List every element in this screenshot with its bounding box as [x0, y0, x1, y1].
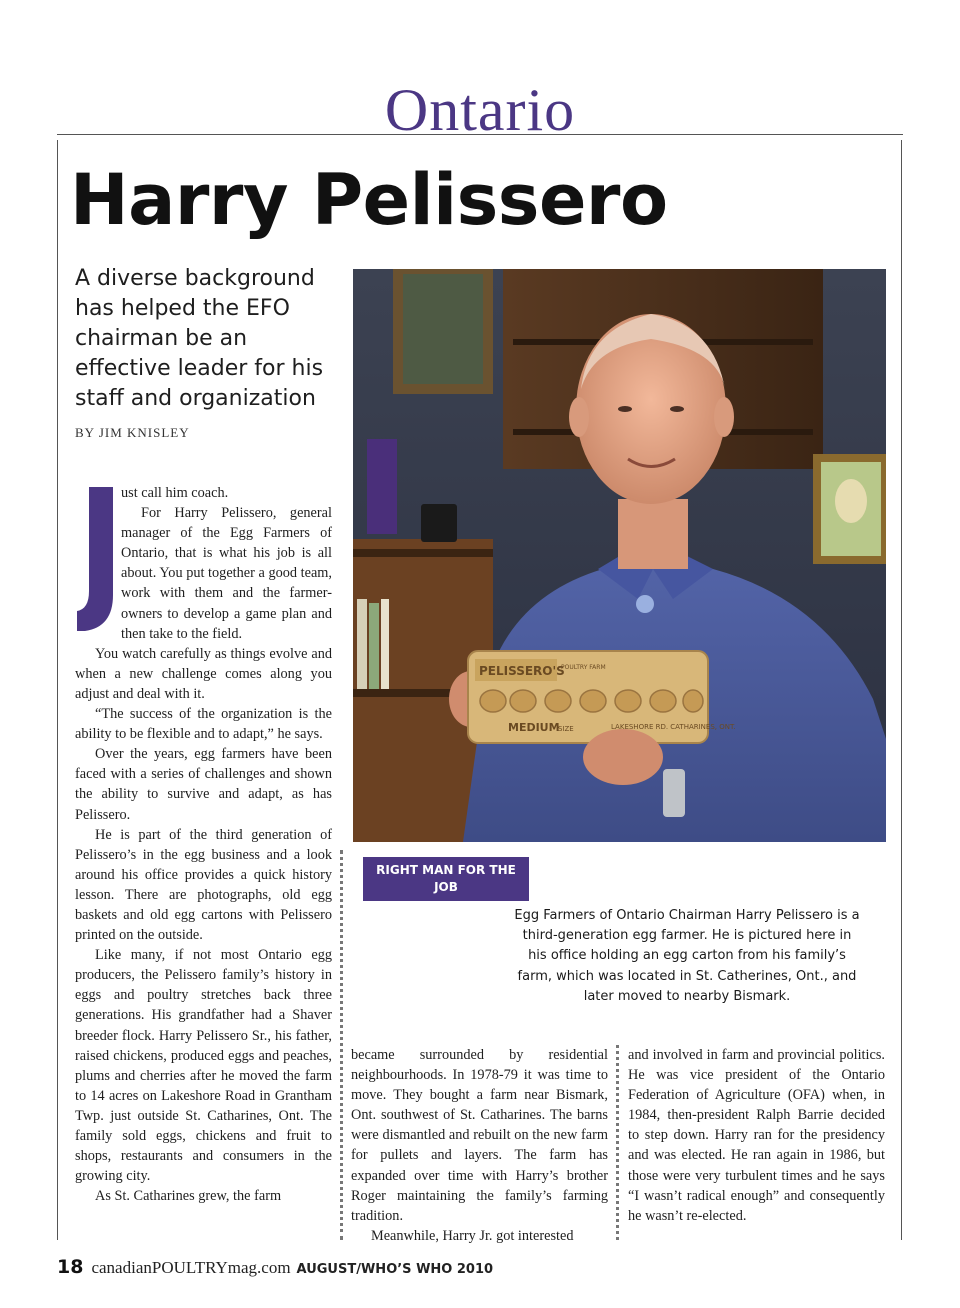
carton-brand-sub: POULTRY FARM	[561, 664, 606, 671]
paragraph: For Harry Pelissero, general manager of the Egg Farmers of Ontario, that is what his job is all about. You put together a good team, work with them and the farmer-owners to develop a game plan and then take to the field.	[121, 505, 332, 642]
paragraph: became surrounded by residential neighbourhoods. In 1978-79 it was time to move. They bought a farm near Bismark, Ont. southwest of St. Catharines. The barns were dismantled and rebuilt on the new farm for pullets and layers. The farm has expanded over time with Harry’s brother Roger maintaining the family’s farming tradition.	[351, 1047, 608, 1224]
drop-cap-j	[75, 487, 115, 631]
paragraph: As St. Catharines grew, the farm	[95, 1188, 282, 1205]
site-url: canadianPOULTRYmag.com	[91, 1258, 291, 1277]
page-footer	[57, 1256, 493, 1278]
carton-size-label: SIZE	[558, 725, 574, 733]
paragraph: and involved in farm and provincial politics. He was vice president of the Ontario Federation of Agriculture (OFA) when, in 1984, then-president Ralph Barrie decided to step down. Harry ran for the presidency and was elected. He ran again in 1986, but those were very turbulent times and he says “I wasn’t radical enough” and consequently he wasn’t re-elected.	[628, 1047, 885, 1224]
photo-illustration	[353, 269, 886, 842]
paragraph: Meanwhile, Harry Jr. got interested	[371, 1227, 574, 1244]
lead-line: ust call him coach.	[121, 485, 229, 501]
article-column-3	[628, 1045, 885, 1226]
paragraph: You watch carefully as things evolve and when a new challenge comes along you adjust and deal with it.	[75, 645, 332, 702]
issue-label: AUGUST/WHO’S WHO 2010	[296, 1262, 494, 1277]
deck: A diverse background has helped the EFO chairman be an effective leader for his staff and organization	[75, 266, 324, 411]
article-column-1	[75, 483, 332, 1206]
carton-address: LAKESHORE RD. CATHARINES, ONT.	[611, 723, 736, 731]
paragraph: “The success of the organization is the ability to be flexible and to adapt,” he says.	[75, 706, 332, 743]
article-column-2	[351, 1045, 608, 1246]
section-title: Ontario	[384, 77, 576, 143]
photo-label: RIGHT MAN FOR THE JOB	[363, 857, 529, 901]
article-photo	[353, 269, 886, 842]
column-divider-dots	[616, 1045, 619, 1240]
paragraph: Like many, if not most Ontario egg producers, the Pelissero family’s history in eggs and poultry stretches back three generations. His grandfather had a Shaver breeder flock. Harry Pelissero Sr., his father, raised chickens, produced eggs and peaches, plums and cherries after he moved the farm to 14 acres on Lakeshore Road in Grantham Twp. just outside St. Catharines, Ont. The family sold eggs, chickens and fruit to shops, restaurants and consumers in the growing city.	[75, 947, 332, 1185]
photo-caption: Egg Farmers of Ontario Chairman Harry Pelissero is a third-generation egg farmer. He is pictured here in his office holding an egg carton from his family’s farm, which was located in St. Catherines, Ont., and later moved to nearby Bismark.	[514, 908, 860, 1004]
header-rule	[57, 134, 903, 135]
page-number: 18	[57, 1256, 84, 1278]
headline: Harry Pelissero	[70, 159, 668, 241]
carton-brand: PELISSERO'S	[479, 664, 565, 678]
frame-left-rule	[57, 140, 58, 1240]
carton-size: MEDIUM	[508, 721, 560, 734]
column-divider-dots	[340, 850, 343, 1240]
paragraph: He is part of the third generation of Pelissero’s in the egg business and a look around his office provides a quick history lesson. There are photographs, old egg baskets and old egg cartons with Pelissero printed on the outside.	[75, 826, 332, 944]
paragraph: Over the years, egg farmers have been faced with a series of challenges and shown the ability to survive and adapt, as has Pelissero.	[75, 746, 332, 823]
byline: BY JIM KNISLEY	[75, 425, 190, 440]
frame-right-rule	[901, 140, 902, 1240]
